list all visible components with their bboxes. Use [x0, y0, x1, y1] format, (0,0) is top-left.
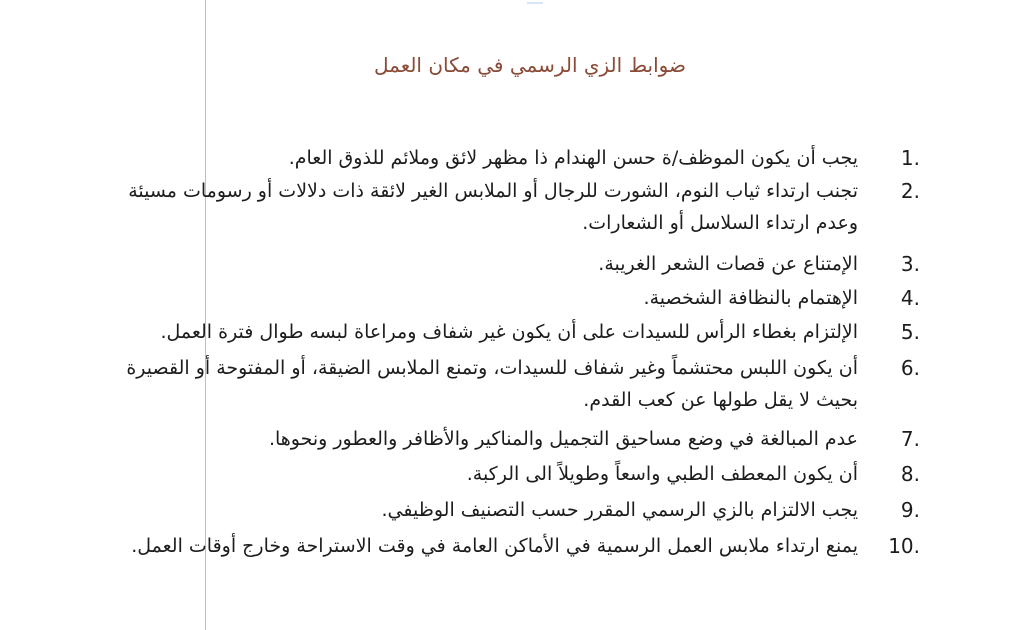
- margin-line: [205, 0, 206, 630]
- document-title: ضوابط الزي الرسمي في مكان العمل: [373, 53, 686, 77]
- rule-number: 1.: [900, 146, 920, 170]
- rule-number: 2.: [900, 179, 920, 203]
- rule-number: 6.: [900, 356, 920, 380]
- rule-text: الإهتمام بالنظافة الشخصية.: [643, 287, 858, 309]
- rule-text: عدم المبالغة في وضع مساحيق التجميل والمناكير والأظافر والعطور ونحوها.: [268, 428, 858, 450]
- rule-text: أن يكون اللبس محتشماً وغير شفاف للسيدات، وتمنع الملابس الضيقة، أو المفتوحة أو القصيرة بحيث لا يقل طولها عن كعب القدم.: [126, 357, 858, 411]
- rule-number: 4.: [900, 286, 920, 310]
- rule-number: 5.: [900, 320, 920, 344]
- rule-number: 9.: [900, 498, 920, 522]
- rule-text: يجب أن يكون الموظف/ة حسن الهندام ذا مظهر لائق وملائم للذوق العام.: [288, 147, 858, 169]
- rule-number: 10.: [888, 534, 920, 558]
- rule-number: 3.: [900, 252, 920, 276]
- rule-text: أن يكون المعطف الطبي واسعاً وطويلاً الى الركبة.: [466, 463, 858, 485]
- rule-text: تجنب ارتداء ثياب النوم، الشورت للرجال أو الملابس الغير لائقة ذات دلالات أو رسومات مسيئة وعدم ارتداء السلاسل أو الشعارات.: [128, 180, 858, 234]
- rule-text: الإلتزام بغطاء الرأس للسيدات على أن يكون غير شفاف ومراعاة لبسه طوال فترة العمل.: [160, 321, 858, 343]
- rule-text: الإمتناع عن قصات الشعر الغريبة.: [598, 253, 858, 275]
- rule-text: يجب الالتزام بالزي الرسمي المقرر حسب التصنيف الوظيفي.: [381, 499, 858, 521]
- page-mark: [527, 2, 543, 4]
- rule-number: 8.: [900, 462, 920, 486]
- rule-text: يمنع ارتداء ملابس العمل الرسمية في الأماكن العامة في وقت الاستراحة وخارج أوقات العمل.: [131, 535, 858, 557]
- rule-number: 7.: [900, 427, 920, 451]
